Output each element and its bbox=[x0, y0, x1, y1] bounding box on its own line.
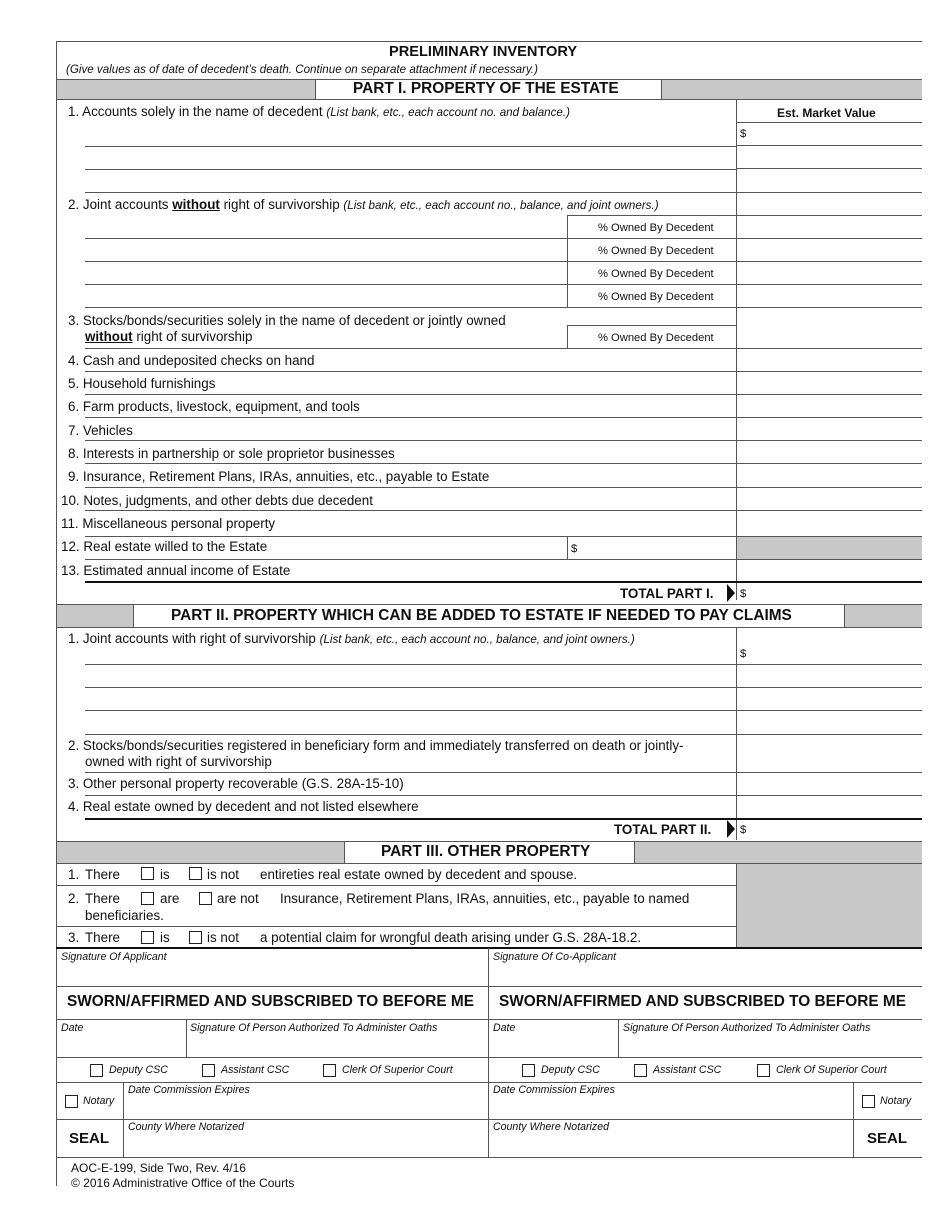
commission-label-left: Date Commission Expires bbox=[128, 1084, 250, 1096]
owned-label-5: % Owned By Decedent bbox=[598, 332, 714, 344]
total-part1-arrow bbox=[727, 584, 735, 602]
part3-item3-is-not-checkbox[interactable] bbox=[189, 931, 202, 944]
assistant-csc-label-right: Assistant CSC bbox=[653, 1064, 722, 1076]
part2-title: PART II. PROPERTY WHICH CAN BE ADDED TO ESTATE IF NEEDED TO PAY CLAIMS bbox=[171, 607, 792, 624]
item12-value-shade bbox=[737, 537, 922, 559]
item4-label: 4. Cash and undeposited checks on hand bbox=[68, 353, 315, 368]
clerk-label-left: Clerk Of Superior Court bbox=[342, 1064, 453, 1076]
sworn-heading-right: SWORN/AFFIRMED AND SUBSCRIBED TO BEFORE ME bbox=[499, 993, 907, 1010]
commission-label-right: Date Commission Expires bbox=[493, 1084, 615, 1096]
part2-value-dollar: $ bbox=[740, 648, 747, 660]
date-label-left: Date bbox=[61, 1022, 84, 1034]
deputy-csc-label-right: Deputy CSC bbox=[541, 1064, 600, 1076]
seal-label-left: SEAL bbox=[69, 1130, 110, 1147]
total-part1-label: TOTAL PART I. bbox=[620, 586, 714, 601]
part3-item2-text: Insurance, Retirement Plans, IRAs, annuities, etc., payable to named bbox=[280, 891, 690, 906]
total-part1-dollar: $ bbox=[740, 588, 747, 600]
part3-item1-text: entireties real estate owned by decedent and spouse. bbox=[260, 867, 578, 882]
part3-item1-is-label: is bbox=[160, 867, 170, 882]
part3-item3-number: 3. bbox=[68, 930, 80, 945]
assistant-csc-checkbox-left[interactable] bbox=[202, 1064, 215, 1077]
item12-label: 12. Real estate willed to the Estate bbox=[61, 539, 268, 554]
county-label-left: County Where Notarized bbox=[128, 1121, 244, 1133]
copyright: © 2016 Administrative Office of the Courts bbox=[71, 1176, 295, 1190]
item7-label: 7. Vehicles bbox=[68, 423, 133, 438]
item9-label: 9. Insurance, Retirement Plans, IRAs, annuities, etc., payable to Estate bbox=[68, 469, 490, 484]
item13-label: 13. Estimated annual income of Estate bbox=[61, 563, 291, 578]
part3-item3-text: a potential claim for wrongful death arising under G.S. 28A-18.2. bbox=[260, 930, 642, 945]
owned-label-4: % Owned By Decedent bbox=[598, 291, 714, 303]
part3-item1-is-checkbox[interactable] bbox=[141, 867, 154, 880]
assistant-csc-label-left: Assistant CSC bbox=[221, 1064, 290, 1076]
total-part2-label: TOTAL PART II. bbox=[614, 822, 712, 837]
deputy-csc-checkbox-left[interactable] bbox=[90, 1064, 103, 1077]
assistant-csc-checkbox-right[interactable] bbox=[634, 1064, 647, 1077]
authorized-label-right: Signature Of Person Authorized To Administer Oaths bbox=[623, 1022, 871, 1034]
item5-label: 5. Household furnishings bbox=[68, 376, 216, 391]
part3-item3-there: There bbox=[85, 930, 120, 945]
item2-label: 2. Joint accounts without right of survivorship (List bank, etc., each account no., balance, and joint owners.) bbox=[68, 197, 659, 212]
part3-item3-is-label: is bbox=[160, 930, 170, 945]
part2-item2-line2: owned with right of survivorship bbox=[85, 754, 272, 769]
part3-item2-are-not-checkbox[interactable] bbox=[199, 892, 212, 905]
part2-item1-label: 1. Joint accounts with right of survivorship (List bank, etc., each account no., balance, and joint owners.) bbox=[68, 631, 635, 646]
item1-label: 1. Accounts solely in the name of decedent (List bank, etc., each account no. and balance.) bbox=[68, 104, 570, 119]
form-subtitle: (Give values as of date of decedent’s death. Continue on separate attachment if necessary.) bbox=[66, 63, 538, 76]
notary-label-left: Notary bbox=[83, 1095, 115, 1107]
authorized-label-left: Signature Of Person Authorized To Administer Oaths bbox=[190, 1022, 438, 1034]
date-label-right: Date bbox=[493, 1022, 516, 1034]
part3-item3-is-not-label: is not bbox=[207, 930, 240, 945]
total-part2-arrow bbox=[727, 820, 735, 838]
part3-bar-right bbox=[634, 842, 922, 863]
part2-item2-line1: 2. Stocks/bonds/securities registered in beneficiary form and immediately transferred on death or jointly- bbox=[68, 738, 684, 753]
county-label-right: County Where Notarized bbox=[493, 1121, 609, 1133]
clerk-label-right: Clerk Of Superior Court bbox=[776, 1064, 887, 1076]
part3-bar-left bbox=[57, 842, 344, 863]
owned-label-2: % Owned By Decedent bbox=[598, 245, 714, 257]
notary-label-right: Notary bbox=[880, 1095, 912, 1107]
owned-label-3: % Owned By Decedent bbox=[598, 268, 714, 280]
value-dollar-1: $ bbox=[740, 128, 747, 140]
form-title: PRELIMINARY INVENTORY bbox=[389, 44, 578, 60]
deputy-csc-checkbox-right[interactable] bbox=[522, 1064, 535, 1077]
item8-label: 8. Interests in partnership or sole proprietor businesses bbox=[68, 446, 395, 461]
part3-item3-is-checkbox[interactable] bbox=[141, 931, 154, 944]
part3-right-shade bbox=[737, 864, 922, 947]
item3-label-line1: 3. Stocks/bonds/securities solely in the name of decedent or jointly owned bbox=[68, 313, 506, 328]
part3-item2-are-checkbox[interactable] bbox=[141, 892, 154, 905]
part3-title: PART III. OTHER PROPERTY bbox=[381, 843, 591, 860]
part1-bar-left bbox=[57, 80, 315, 99]
owned-label-1: % Owned By Decedent bbox=[598, 222, 714, 234]
form-id: AOC-E-199, Side Two, Rev. 4/16 bbox=[71, 1161, 246, 1175]
item6-label: 6. Farm products, livestock, equipment, and tools bbox=[68, 399, 360, 414]
part2-bar-left bbox=[57, 605, 133, 627]
clerk-checkbox-right[interactable] bbox=[757, 1064, 770, 1077]
item10-label: 10. Notes, judgments, and other debts due decedent bbox=[61, 493, 373, 508]
part3-item1-there: There bbox=[85, 867, 120, 882]
applicant-signature-label: Signature Of Applicant bbox=[61, 951, 167, 963]
part3-item1-is-not-label: is not bbox=[207, 867, 240, 882]
item3-label-line2: without right of survivorship bbox=[85, 329, 253, 344]
part1-title: PART I. PROPERTY OF THE ESTATE bbox=[353, 80, 619, 97]
part2-item3-label: 3. Other personal property recoverable (G.S. 28A-15-10) bbox=[68, 776, 404, 791]
part3-item2-there: There bbox=[85, 891, 120, 906]
part3-item2-are-not-label: are not bbox=[217, 891, 259, 906]
est-market-value-header: Est. Market Value bbox=[777, 106, 876, 120]
notary-checkbox-right[interactable] bbox=[862, 1095, 875, 1108]
part3-item1-number: 1. bbox=[68, 867, 80, 882]
part3-item2-text-cont: beneficiaries. bbox=[85, 908, 164, 923]
part1-bar-right bbox=[661, 80, 922, 99]
sworn-heading-left: SWORN/AFFIRMED AND SUBSCRIBED TO BEFORE ME bbox=[67, 993, 475, 1010]
seal-label-right: SEAL bbox=[867, 1130, 908, 1147]
part2-bar-right bbox=[844, 605, 922, 627]
notary-checkbox-left[interactable] bbox=[65, 1095, 78, 1108]
deputy-csc-label-left: Deputy CSC bbox=[109, 1064, 168, 1076]
total-part2-dollar: $ bbox=[740, 824, 747, 836]
co-applicant-signature-label: Signature Of Co-Applicant bbox=[493, 951, 617, 963]
clerk-checkbox-left[interactable] bbox=[323, 1064, 336, 1077]
part3-item2-number: 2. bbox=[68, 891, 80, 906]
item12-dollar: $ bbox=[571, 543, 578, 555]
part2-item4-label: 4. Real estate owned by decedent and not listed elsewhere bbox=[68, 799, 419, 814]
item11-label: 11. Miscellaneous personal property bbox=[61, 516, 276, 531]
part3-item1-is-not-checkbox[interactable] bbox=[189, 867, 202, 880]
part3-item2-are-label: are bbox=[160, 891, 180, 906]
